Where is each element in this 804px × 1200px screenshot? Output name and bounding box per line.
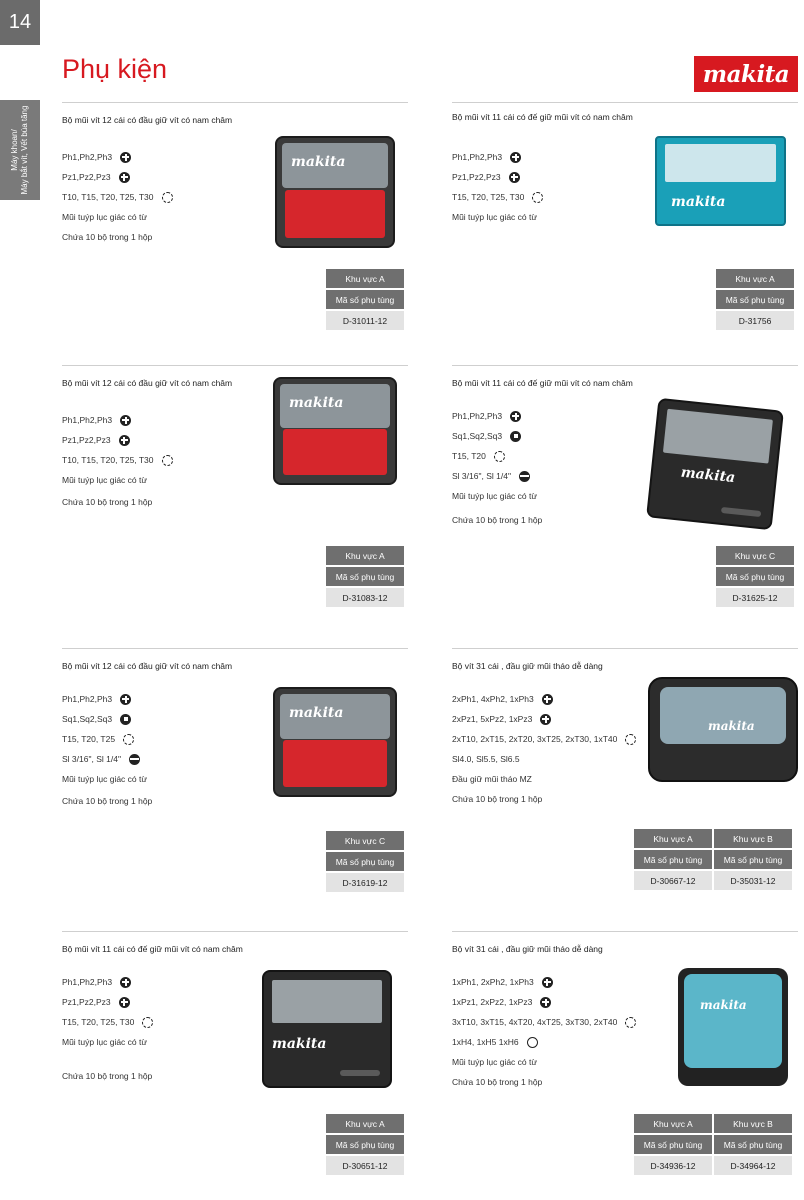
spec-item bbox=[452, 187, 543, 207]
spec-item bbox=[452, 167, 543, 187]
spec-item bbox=[452, 769, 636, 789]
region-header: Khu vực C bbox=[716, 546, 794, 565]
photo-brand-mark: makita bbox=[272, 1036, 327, 1052]
spec-text: T10, T15, T20, T25, T30 bbox=[62, 192, 154, 202]
torx-icon bbox=[494, 451, 505, 462]
spec-item bbox=[452, 510, 542, 530]
torx-icon bbox=[142, 1017, 153, 1028]
part-number: D-30667-12 bbox=[634, 871, 712, 890]
phillips-icon bbox=[542, 977, 553, 988]
product-section-7 bbox=[62, 931, 408, 1193]
spec-item bbox=[62, 430, 173, 450]
phillips-icon bbox=[119, 997, 130, 1008]
spec-list bbox=[452, 406, 542, 530]
spec-text: 2xPz1, 5xPz2, 1xPz3 bbox=[452, 714, 533, 724]
spec-item bbox=[452, 486, 542, 506]
region-header: Khu vực A bbox=[326, 269, 404, 288]
part-table bbox=[716, 546, 794, 607]
spec-text: Sl4.0, Sl5.5, Sl6.5 bbox=[452, 754, 520, 764]
phillips-icon bbox=[509, 172, 520, 183]
spec-item bbox=[62, 769, 152, 789]
part-table bbox=[326, 269, 404, 330]
product-photo bbox=[678, 968, 788, 1086]
spec-item bbox=[452, 749, 636, 769]
part-number: D-34936-12 bbox=[634, 1156, 712, 1175]
part-number: D-31619-12 bbox=[326, 873, 404, 892]
spec-text: Ph1,Ph2,Ph3 bbox=[62, 152, 113, 162]
spec-text: Ph1,Ph2,Ph3 bbox=[452, 152, 503, 162]
spec-item bbox=[62, 187, 173, 207]
spec-text: Mũi tuýp lục giác có từ bbox=[62, 212, 148, 222]
spec-item bbox=[62, 689, 152, 709]
spec-item bbox=[452, 426, 542, 446]
spec-list bbox=[62, 147, 173, 247]
spec-item bbox=[452, 1032, 636, 1052]
spec-text: Mũi tuýp lục giác có từ bbox=[62, 475, 148, 485]
product-photo bbox=[262, 970, 392, 1088]
torx-icon bbox=[162, 192, 173, 203]
region-header: Khu vực B bbox=[714, 829, 792, 848]
phillips-icon bbox=[540, 997, 551, 1008]
spec-text: Mũi tuýp lục giác có từ bbox=[62, 1037, 148, 1047]
spec-list bbox=[452, 689, 636, 809]
spec-item bbox=[452, 689, 636, 709]
part-number: D-31011-12 bbox=[326, 311, 404, 330]
spec-item bbox=[62, 749, 152, 769]
spec-item bbox=[62, 992, 153, 1012]
photo-brand-mark: makita bbox=[680, 464, 736, 487]
product-section-8 bbox=[452, 931, 798, 1193]
section-title: Bộ mũi vít 12 cái có đầu giữ vít có nam châm bbox=[62, 661, 233, 671]
side-tab-line-2: Máy bắt vít, Vết búa tăng bbox=[20, 105, 29, 195]
spec-item bbox=[62, 1032, 153, 1052]
phillips-icon bbox=[120, 977, 131, 988]
product-photo bbox=[273, 687, 397, 797]
torx-icon bbox=[162, 455, 173, 466]
spec-item bbox=[62, 1066, 153, 1086]
spec-list bbox=[62, 410, 173, 512]
spec-item bbox=[452, 466, 542, 486]
product-section-2 bbox=[452, 102, 798, 364]
torx-icon bbox=[625, 1017, 636, 1028]
spec-item bbox=[62, 470, 173, 490]
photo-brand-mark: makita bbox=[291, 154, 346, 170]
spec-text: Mũi tuýp lục giác có từ bbox=[62, 774, 148, 784]
part-number-label: Mã số phụ tùng bbox=[326, 290, 404, 309]
side-tab-line-1: Máy khoan/ bbox=[10, 129, 19, 171]
product-photo bbox=[655, 136, 786, 226]
spec-item bbox=[452, 406, 542, 426]
spec-item bbox=[62, 207, 173, 227]
region-header: Khu vực A bbox=[634, 1114, 712, 1133]
part-number-label: Mã số phụ tùng bbox=[716, 567, 794, 586]
spec-item bbox=[452, 992, 636, 1012]
spec-item bbox=[452, 972, 636, 992]
hex-icon bbox=[527, 1037, 538, 1048]
phillips-icon bbox=[542, 694, 553, 705]
region-header: Khu vực A bbox=[716, 269, 794, 288]
spec-item bbox=[452, 1052, 636, 1072]
spec-text: Pz1,Pz2,Pz3 bbox=[62, 172, 111, 182]
region-header: Khu vực A bbox=[634, 829, 712, 848]
spec-item bbox=[62, 709, 152, 729]
phillips-icon bbox=[510, 411, 521, 422]
square-drive-icon bbox=[120, 714, 131, 725]
spec-text: T15, T20, T25, T30 bbox=[452, 192, 525, 202]
spec-text: Mũi tuýp lục giác có từ bbox=[452, 1057, 538, 1067]
spec-item bbox=[62, 729, 152, 749]
phillips-icon bbox=[510, 152, 521, 163]
spec-text: Ph1,Ph2,Ph3 bbox=[452, 411, 503, 421]
part-table bbox=[634, 1114, 792, 1175]
phillips-icon bbox=[119, 172, 130, 183]
spec-text: Chứa 10 bộ trong 1 hộp bbox=[452, 1077, 543, 1087]
photo-brand-mark: makita bbox=[671, 194, 726, 210]
spec-item bbox=[452, 1072, 636, 1092]
spec-text: Ph1,Ph2,Ph3 bbox=[62, 977, 113, 987]
spec-text: Ph1,Ph2,Ph3 bbox=[62, 415, 113, 425]
product-section-6 bbox=[452, 648, 798, 910]
part-number-label: Mã số phụ tùng bbox=[634, 1135, 712, 1154]
phillips-icon bbox=[540, 714, 551, 725]
spec-text: Mũi tuýp lục giác có từ bbox=[452, 491, 538, 501]
spec-item bbox=[62, 492, 173, 512]
part-table bbox=[326, 831, 404, 892]
spec-list bbox=[452, 972, 636, 1092]
section-title: Bộ mũi vít 11 cái có đế giữ mũi vít có nam châm bbox=[452, 378, 633, 388]
spec-text: 3xT10, 3xT15, 4xT20, 4xT25, 3xT30, 2xT40 bbox=[452, 1017, 618, 1027]
spec-text: T15, T20, T25, T30 bbox=[62, 1017, 135, 1027]
product-photo bbox=[646, 398, 784, 531]
section-title: Bộ vít 31 cái , đầu giữ mũi tháo dễ dàng bbox=[452, 944, 603, 954]
spec-item bbox=[62, 410, 173, 430]
spec-text: Pz1,Pz2,Pz3 bbox=[62, 435, 111, 445]
phillips-icon bbox=[120, 694, 131, 705]
part-number-label: Mã số phụ tùng bbox=[326, 852, 404, 871]
part-number-label: Mã số phụ tùng bbox=[326, 567, 404, 586]
spec-text: Chứa 10 bộ trong 1 hộp bbox=[62, 497, 153, 507]
spec-text: 1xPz1, 2xPz2, 1xPz3 bbox=[452, 997, 533, 1007]
photo-brand-mark: makita bbox=[708, 719, 755, 733]
photo-brand-mark: makita bbox=[289, 705, 344, 721]
spec-text: Sl 3/16", Sl 1/4" bbox=[62, 754, 121, 764]
page-title: Phụ kiện bbox=[62, 54, 168, 84]
slotted-icon bbox=[519, 471, 530, 482]
section-title: Bộ mũi vít 11 cái có đế giữ mũi vít có nam châm bbox=[62, 944, 243, 954]
page-number: 14 bbox=[0, 0, 40, 45]
spec-item bbox=[62, 972, 153, 992]
product-section-4 bbox=[452, 365, 798, 627]
spec-text: 1xPh1, 2xPh2, 1xPh3 bbox=[452, 977, 534, 987]
spec-item bbox=[452, 789, 636, 809]
region-header: Khu vực A bbox=[326, 546, 404, 565]
section-title: Bộ mũi vít 11 cái có đế giữ mũi vít có nam châm bbox=[452, 112, 633, 122]
square-drive-icon bbox=[510, 431, 521, 442]
spec-list bbox=[62, 689, 152, 811]
phillips-icon bbox=[119, 435, 130, 446]
product-photo bbox=[648, 677, 798, 782]
brand-logo: makita bbox=[694, 56, 798, 92]
part-table bbox=[634, 829, 792, 890]
product-section-5 bbox=[62, 648, 408, 910]
spec-item bbox=[452, 147, 543, 167]
spec-item bbox=[452, 709, 636, 729]
spec-text: Chứa 10 bộ trong 1 hộp bbox=[452, 794, 543, 804]
part-table bbox=[326, 1114, 404, 1175]
spec-item bbox=[62, 791, 152, 811]
spec-text: Ph1,Ph2,Ph3 bbox=[62, 694, 113, 704]
spec-text: Đầu giữ mũi tháo MZ bbox=[452, 774, 532, 784]
spec-text: Sq1,Sq2,Sq3 bbox=[452, 431, 503, 441]
slotted-icon bbox=[129, 754, 140, 765]
section-title: Bộ mũi vít 12 cái có đầu giữ vít có nam châm bbox=[62, 115, 233, 125]
spec-text: T15, T20 bbox=[452, 451, 486, 461]
part-number-label: Mã số phụ tùng bbox=[634, 850, 712, 869]
region-header: Khu vực C bbox=[326, 831, 404, 850]
spec-text: 1xH4, 1xH5 1xH6 bbox=[452, 1037, 519, 1047]
part-table bbox=[716, 269, 794, 330]
region-header: Khu vực B bbox=[714, 1114, 792, 1133]
spec-text: 2xT10, 2xT15, 2xT20, 3xT25, 2xT30, 1xT40 bbox=[452, 734, 618, 744]
spec-text: Pz1,Pz2,Pz3 bbox=[452, 172, 501, 182]
spec-text: Chứa 10 bộ trong 1 hộp bbox=[62, 1071, 153, 1081]
part-table bbox=[326, 546, 404, 607]
photo-brand-mark: makita bbox=[289, 395, 344, 411]
spec-item bbox=[452, 446, 542, 466]
section-title: Bộ mũi vít 12 cái có đầu giữ vít có nam châm bbox=[62, 378, 233, 388]
spec-item bbox=[62, 167, 173, 187]
spec-text: Mũi tuýp lục giác có từ bbox=[452, 212, 538, 222]
part-number-label: Mã số phụ tùng bbox=[326, 1135, 404, 1154]
spec-text: Pz1,Pz2,Pz3 bbox=[62, 997, 111, 1007]
part-number: D-31625-12 bbox=[716, 588, 794, 607]
torx-icon bbox=[123, 734, 134, 745]
spec-item bbox=[62, 147, 173, 167]
spec-text: T10, T15, T20, T25, T30 bbox=[62, 455, 154, 465]
spec-text: Sq1,Sq2,Sq3 bbox=[62, 714, 113, 724]
phillips-icon bbox=[120, 152, 131, 163]
part-number-label: Mã số phụ tùng bbox=[716, 290, 794, 309]
phillips-icon bbox=[120, 415, 131, 426]
torx-icon bbox=[532, 192, 543, 203]
spec-text: T15, T20, T25 bbox=[62, 734, 116, 744]
spec-list bbox=[452, 147, 543, 227]
spec-item bbox=[452, 729, 636, 749]
photo-brand-mark: makita bbox=[700, 998, 747, 1012]
part-number: D-31756 bbox=[716, 311, 794, 330]
product-photo bbox=[275, 136, 395, 248]
spec-text: 2xPh1, 4xPh2, 1xPh3 bbox=[452, 694, 534, 704]
region-header: Khu vực A bbox=[326, 1114, 404, 1133]
spec-text: Chứa 10 bộ trong 1 hộp bbox=[62, 232, 153, 242]
torx-icon bbox=[625, 734, 636, 745]
spec-item bbox=[452, 207, 543, 227]
spec-item bbox=[62, 1012, 153, 1032]
part-number-label: Mã số phụ tùng bbox=[714, 850, 792, 869]
spec-text: Sl 3/16", Sl 1/4" bbox=[452, 471, 511, 481]
spec-text: Chứa 10 bộ trong 1 hộp bbox=[62, 796, 153, 806]
spec-item bbox=[62, 450, 173, 470]
part-number: D-34964-12 bbox=[714, 1156, 792, 1175]
spec-text: Chứa 10 bộ trong 1 hộp bbox=[452, 515, 543, 525]
spec-item bbox=[452, 1012, 636, 1032]
spec-item bbox=[62, 227, 173, 247]
part-number: D-31083-12 bbox=[326, 588, 404, 607]
part-number: D-30651-12 bbox=[326, 1156, 404, 1175]
spec-list bbox=[62, 972, 153, 1086]
section-title: Bộ vít 31 cái , đầu giữ mũi tháo dễ dàng bbox=[452, 661, 603, 671]
product-section-1 bbox=[62, 102, 408, 364]
part-number-label: Mã số phụ tùng bbox=[714, 1135, 792, 1154]
part-number: D-35031-12 bbox=[714, 871, 792, 890]
product-section-3 bbox=[62, 365, 408, 627]
product-photo bbox=[273, 377, 397, 485]
side-tab bbox=[0, 100, 40, 200]
